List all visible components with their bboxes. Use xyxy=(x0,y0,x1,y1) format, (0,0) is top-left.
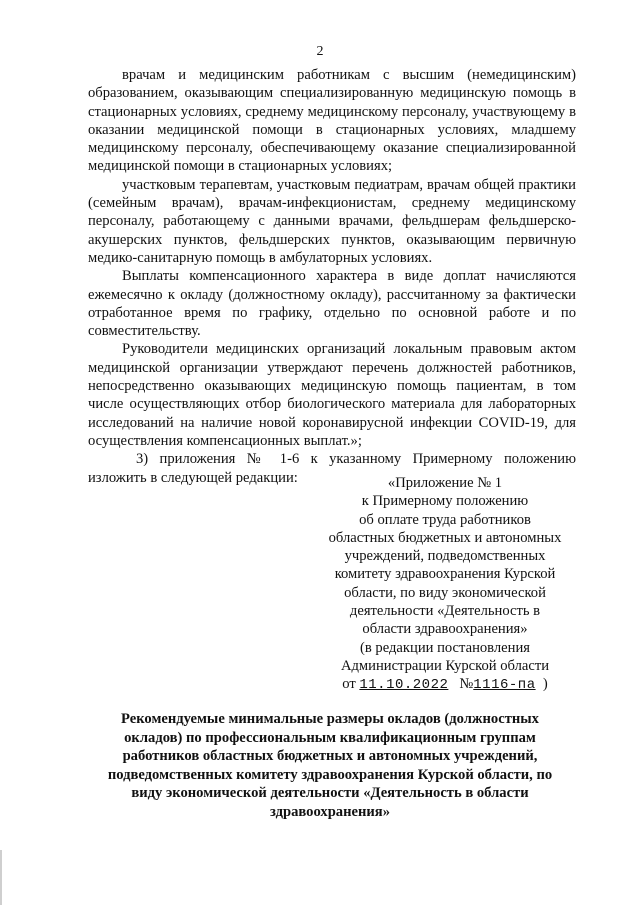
title-line: виду экономической деятельности «Деятельность в области xyxy=(131,785,529,802)
body-text xyxy=(88,66,576,487)
number-prefix: № xyxy=(459,676,474,693)
appendix-line: области здравоохранения» xyxy=(362,621,528,638)
paragraph-item-3-appendices: 3) приложения № 1-6 к указанному Примерному положению изложить в следующей редакции: xyxy=(88,451,576,486)
appendix-line: Администрации Курской области xyxy=(340,657,550,674)
decree-number: 1116-па xyxy=(473,677,536,694)
page-number: 2 xyxy=(316,44,324,59)
date-prefix: от xyxy=(342,676,356,693)
appendix-line: (в редакции постановления xyxy=(360,639,530,656)
paragraph-doctors-higher-education: врачам и медицинским работникам с высшим (немедицинским) образованием, оказывающим специализированную медицинскую помощь в стационарных условиях, среднему медицинскому персоналу, участвующему в оказании медицинской помощи в стационарных условиях, младшему медицинскому персоналу, обеспечивающему оказание специализированной медицинской помощи в стационарных условиях; xyxy=(88,67,576,175)
section-title xyxy=(90,710,570,822)
title-line: подведомственных комитету здравоохранения Курской области, по xyxy=(107,766,553,783)
title-line: здравоохранения» xyxy=(269,803,390,820)
title-line: работников областных бюджетных и автономных учреждений, xyxy=(122,748,538,765)
paragraph-heads-of-organizations: Руководители медицинских организаций локальным правовым актом медицинской организации утверждают перечень должностей работников, непосредственно оказывающих медицинскую помощь пациентам, в том числе осуществляющих отбор биологического материала для лабораторных исследований на наличие новой коронавирусной инфекции COVID-19, для осуществления компенсационных выплат.»; xyxy=(88,341,576,449)
appendix-line: «Приложение № 1 xyxy=(387,475,503,491)
appendix-date-line xyxy=(300,675,590,694)
appendix-line: к Примерному положению xyxy=(361,493,529,510)
appendix-line: области, по виду экономической xyxy=(344,584,546,601)
appendix-line: учреждений, подведомственных xyxy=(344,548,546,565)
title-line: окладов) по профессиональным квалификационным группам xyxy=(124,729,536,746)
scan-edge-mark xyxy=(0,850,2,905)
paragraph-district-therapists: участковым терапевтам, участковым педиатрам, врачам общей практики (семейным врачам), врачам-инфекционистам, среднему медицинскому персоналу, работающему с данными врачами, фельдшерам фельдшерско-акушерских пунктов, фельдшерских пунктов, оказывающим первичную медико-санитарную помощь в амбулаторных условиях. xyxy=(88,176,576,266)
appendix-line: об оплате труда работников xyxy=(359,511,531,528)
appendix-line: комитету здравоохранения Курской xyxy=(334,566,556,583)
paragraph-compensation-payments: Выплаты компенсационного характера в виде доплат начисляются ежемесячно к окладу (должностному окладу), рассчитанному за фактически отработанное время по графику, отдельно по основной работе и по совместительству. xyxy=(88,268,576,340)
appendix-header xyxy=(300,474,590,695)
closing-paren: ) xyxy=(542,676,548,693)
decree-date: 11.10.2022 xyxy=(359,677,449,694)
appendix-line: областных бюджетных и автономных xyxy=(328,529,562,546)
appendix-line: деятельности «Деятельность в xyxy=(349,603,541,620)
title-line: Рекомендуемые минимальные размеры окладов (должностных xyxy=(121,711,539,727)
